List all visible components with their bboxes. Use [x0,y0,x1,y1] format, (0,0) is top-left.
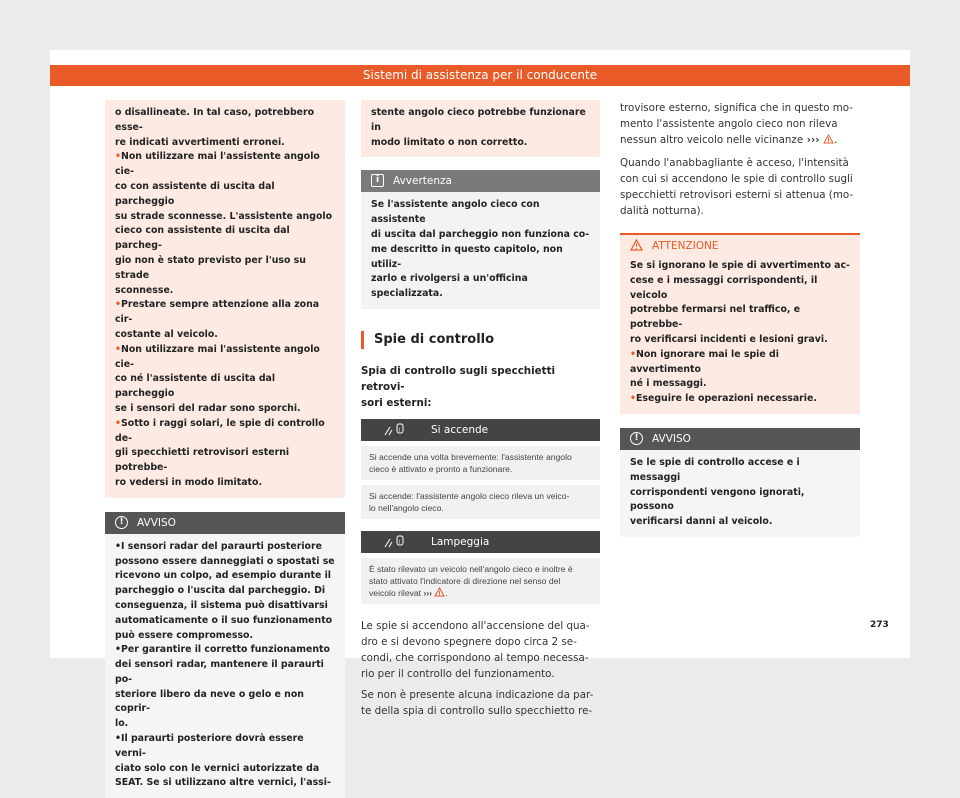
text-line: Quando l'anabbagliante è acceso, l'intensità [620,157,849,169]
text-line: • Eseguire le operazioni necessarie. [630,392,850,407]
text-line: • Non utilizzare mai l'assistente angolo cie- [115,150,335,180]
page-header: Sistemi di assistenza per il conducente [50,65,910,86]
table-row [361,558,600,604]
text-line: dalità notturna). [620,205,704,217]
text-line: o disallineate. In tal caso, potrebbero esse- [115,107,315,133]
text-line: Si accende: l'assistente angolo cieco rileva un veico- [369,490,570,501]
paragraph [361,687,600,719]
text-line: steriore libero da neve o gelo e non coprir- [115,688,304,715]
text-line: • Non ignorare mai le spie di avvertimento [630,348,850,378]
avviso-box [620,428,860,537]
attenzione-body [620,255,860,414]
intro-text [361,363,600,411]
avviso-header [620,428,860,450]
text-line: corrispondenti vengono ignorati, possono [630,486,805,513]
bullet-item [115,417,335,491]
text-line: me descritto in questo capitolo, non utiliz- [371,243,563,270]
text-line: veicolo rilevat ››› . [369,587,448,598]
table-header-si-accende [361,419,600,441]
paragraph [620,100,860,148]
svg-text:!: ! [398,426,401,434]
paragraph [361,618,600,682]
text-line: zarlo e rivolgersi a un'officina specializzata. [371,273,528,300]
paragraph [620,155,860,219]
text-line: co né l'assistente di uscita dal parcheggio [115,373,276,400]
column-1 [105,100,345,798]
note-icon: i [371,174,384,187]
bullet-item [115,343,335,417]
text-line: su strade sconnesse. L'assistente angolo [115,210,333,222]
cross-reference-arrows[interactable]: ››› [803,134,824,146]
text-line: trovisore esterno, significa che in questo mo- [620,102,854,114]
text-line: costante al veicolo. [115,328,218,340]
table-header-label: Si accende [431,423,489,436]
manual-page [50,50,910,789]
text-line: con cui si accendono le spie di controllo sugli [620,173,853,185]
text-line: sori esterni: [361,396,432,409]
table-si-accende [361,419,600,519]
text-line: dei sensori radar, mantenere il paraurti po- [115,659,324,685]
bullet-item [115,540,335,644]
table-lampeggia [361,531,600,604]
text-line: Se si ignorano le spie di avvertimento ac- [630,260,850,271]
text-line: • I sensori radar del paraurti posteriore [115,540,335,555]
text-line: ciato solo con le vernici autorizzate da [115,762,320,774]
bullet-item [115,643,335,732]
section-title: Spie di controllo [361,331,600,349]
text-line: • Il paraurti posteriore dovrà essere verni- [115,732,335,762]
text-line: Spia di controllo sugli specchietti retrovi- [361,364,556,393]
bullet-item [115,732,335,791]
table-row [361,485,600,519]
warning-box-end [361,100,600,157]
text-line: Se l'assistente angolo cieco con assistente [371,199,540,226]
warning-triangle-icon [434,587,445,597]
cross-reference-arrows[interactable]: ››› [421,587,435,598]
avviso-title: AVVISO [652,432,691,445]
text-line: Le spie si accendono all'accensione del qua- [361,619,590,632]
text-line: • Per garantire il corretto funzionamento [115,643,335,658]
text-line: condi, che corrispondono al tempo necessa- [361,651,589,664]
text-line: specchietti retrovisori esterni si attenua (mo- [620,189,854,201]
bullet-item [115,150,335,298]
warning-triangle-icon [630,239,643,251]
text-line: modo limitato o non corretto. [371,136,528,148]
text-line: lo. [115,718,129,730]
attenzione-title: ATTENZIONE [652,240,719,252]
avviso-box [105,512,345,798]
text-line: gli specchietti retrovisori esterni potrebbe- [115,447,290,474]
text-line: di uscita dal parcheggio non funziona co- [371,228,590,240]
text-line: È stato rilevato un veicolo nell'angolo cieco e inoltre è [369,563,573,574]
bullet-item [630,392,850,407]
table-header-lampeggia [361,531,600,553]
text-line: • Non utilizzare mai l'assistente angolo cie- [115,343,335,373]
text-line: co con assistente di uscita dal parcheggio [115,180,275,207]
text-line: rio per il controllo del funzionamento. [361,667,555,680]
text-line: gio non è stato previsto per l'uso su strade [115,254,306,281]
avvertenza-box [361,170,600,309]
text-line: sconnesse. [115,284,174,296]
warning-box-continued [105,100,345,498]
text-line: • Sotto i raggi solari, le spie di controllo de- [115,417,335,447]
text-line: parcheggio o l'uscita dal parcheggio. Di [115,585,326,597]
avvertenza-body [361,192,600,309]
blind-spot-lamp-icon [383,423,409,437]
bullet-item [630,348,850,392]
text-line: se i sensori del radar sono sporchi. [115,402,301,414]
text-line: possono essere danneggiati o spostati se [115,555,335,567]
text-line: stente angolo cieco potrebbe funzionare in [371,107,586,133]
text-line: lo nell'angolo cieco. [369,502,444,513]
bullet-item [115,298,335,342]
svg-text:!: ! [398,538,401,546]
text-line: cieco con assistente di uscita dal parcheg- [115,225,290,252]
text-line: cieco è attivato e pronto a funzionare. [369,463,513,474]
text-line: stato attivato l'indicatore di direzione nel senso del [369,575,561,586]
text-line: dro e si devono spegnere dopo circa 2 se- [361,635,577,648]
text-line: Se non è presente alcuna indicazione da par- [361,688,594,701]
text-line: può essere compromesso. [115,629,254,641]
attenzione-header [620,233,860,255]
avvertenza-title: Avvertenza [393,175,452,188]
avvertenza-header [361,170,600,192]
warning-triangle-icon [823,134,834,144]
text-line: Se le spie di controllo accese e i messaggi [630,456,800,483]
text-line: ro vedersi in modo limitato. [115,476,263,488]
text-line: • Prestare sempre attenzione alla zona cir- [115,298,335,328]
text-line: verificarsi danni al veicolo. [630,516,773,528]
page-number: 273 [870,620,889,630]
table-header-label: Lampeggia [431,535,490,548]
text-line: né i messaggi. [630,378,707,390]
column-3 [620,100,860,537]
text-line: ro verificarsi incidenti e lesioni gravi. [630,333,828,345]
text-line: potrebbe fermarsi nel traffico, e potrebbe- [630,304,801,331]
text-line: re indicati avvertimenti erronei. [115,136,285,148]
column-2 [345,100,600,719]
text-line: conseguenza, il sistema può disattivarsi [115,599,328,611]
avviso-header [105,512,345,534]
info-icon: ! [630,432,643,445]
attenzione-box [620,233,860,414]
info-icon: ! [115,516,128,529]
text-line: Si accende una volta brevemente: l'assistente angolo [369,451,572,462]
table-row [361,446,600,480]
text-line: cese e i messaggi corrispondenti, il veicolo [630,274,818,301]
blind-spot-lamp-icon [383,535,409,549]
text-line: mento l'assistente angolo cieco non rileva [620,118,838,130]
text-line: SEAT. Se si utilizzano altre vernici, l'assi- [115,777,331,789]
avviso-body [105,534,345,798]
text-line: ricevono un colpo, ad esempio durante il [115,570,332,582]
text-line: te della spia di controllo sullo specchietto re- [361,704,593,717]
text-line: automaticamente o il suo funzionamento [115,614,333,626]
avviso-title: AVVISO [137,516,176,529]
avviso-body [620,450,860,537]
text-line: nessun altro veicolo nelle vicinanze ››› . [620,134,838,146]
